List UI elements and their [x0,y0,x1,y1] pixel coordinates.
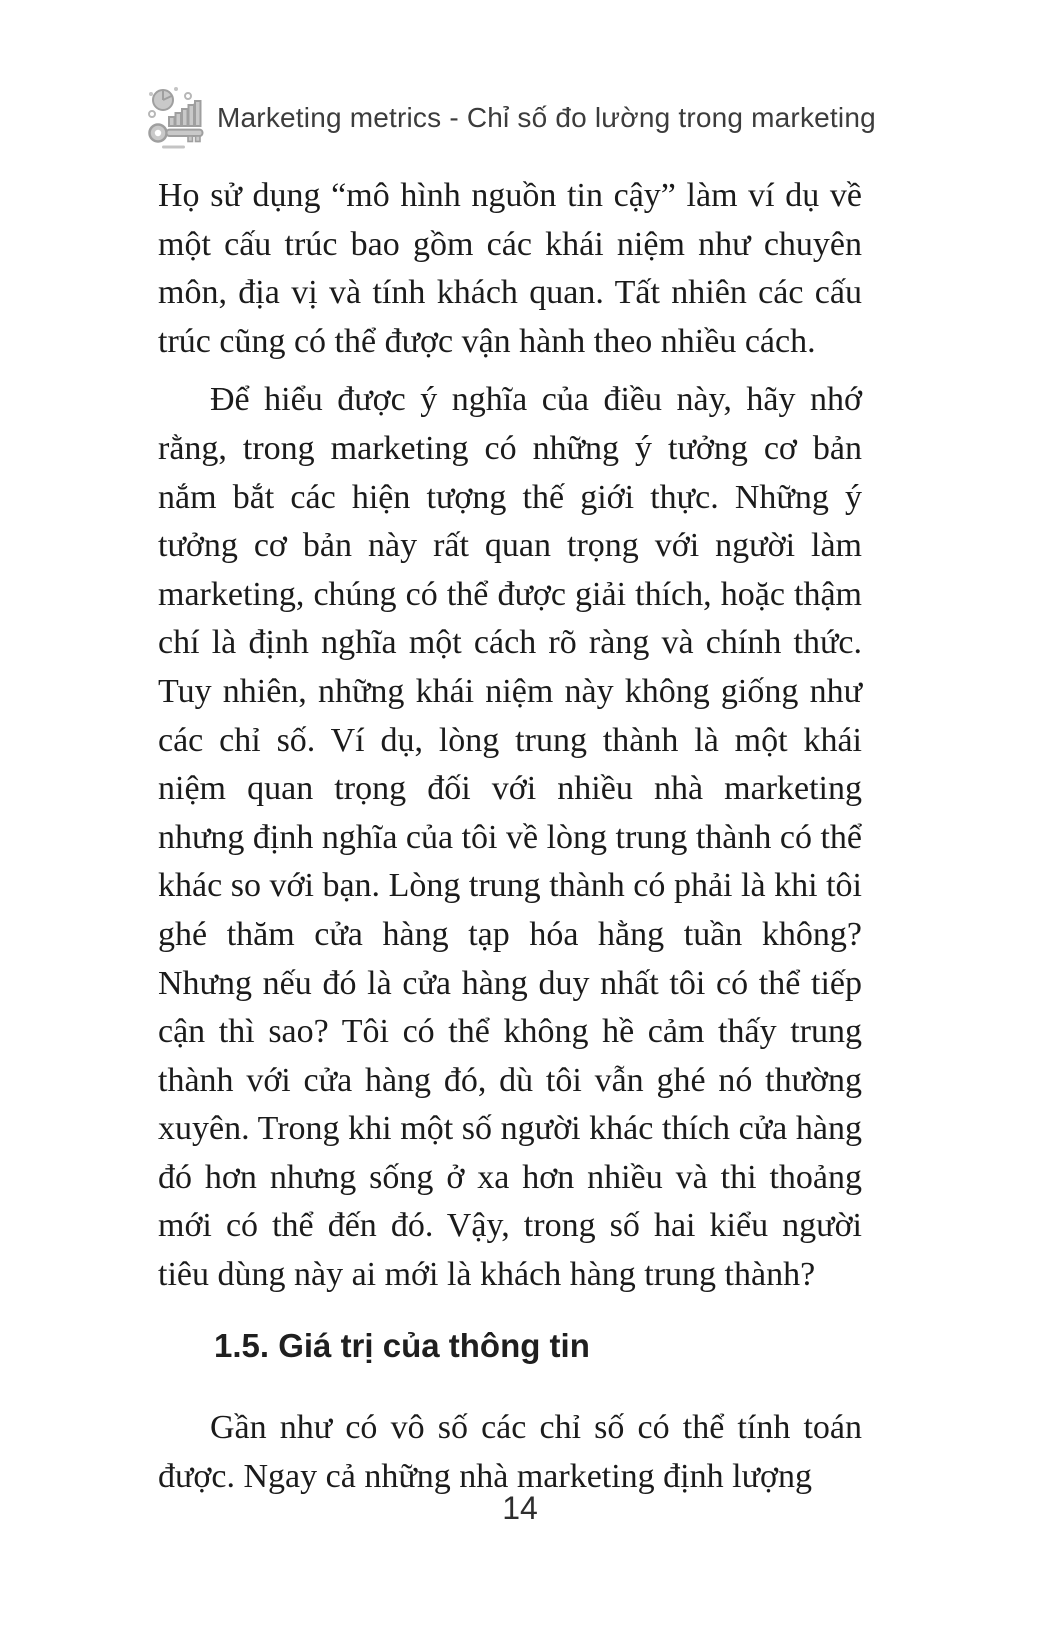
body-text [158,172,862,1501]
body-paragraph: Họ sử dụng “mô hình nguồn tin cậy” làm ví dụ về một cấu trúc bao gồm các khái niệm như chuyên môn, địa vị và tính khách quan. Tất nhiên các cấu trúc cũng có thể được vận hành theo nhiều cách. [158,177,862,360]
body-paragraph: Để hiểu được ý nghĩa của điều này, hãy nhớ rằng, trong marketing có những ý tưởng cơ bản nắm bắt các hiện tượng thế giới thực. Những ý tưởng cơ bản này rất quan trọng với người làm marketing, chúng có thể được giải thích, hoặc thậm chí là định nghĩa một cách rõ ràng và chính thức. Tuy nhiên, những khái niệm này không giống như các chỉ số. Ví dụ, lòng trung thành là một khái niệm quan trọng đối với nhiều nhà marketing nhưng định nghĩa của tôi về lòng trung thành có thể khác so với bạn. Lòng trung thành có phải là khi tôi ghé thăm cửa hàng tạp hóa hằng tuần không? Nhưng nếu đó là cửa hàng duy nhất tôi có thể tiếp cận thì sao? Tôi có thể không hề cảm thấy trung thành với cửa hàng đó, dù tôi vẫn ghé nó thường xuyên. Trong khi một số người khác thích cửa hàng đó hơn nhưng sống ở xa hơn nhiều và thi thoảng mới có thể đến đó. Vậy, trong số hai kiểu người tiêu dùng này ai mới là khách hàng trung thành? [158,381,862,1294]
section-heading: 1.5. Giá trị của thông tin [214,1326,590,1364]
key-chart-logo-icon [147,86,205,150]
page-number: 14 [502,1490,538,1526]
body-paragraph: Gần như có vô số các chỉ số có thể tính toán được. Ngay cả những nhà marketing định lượng [158,1409,862,1495]
header-title: Marketing metrics - Chỉ số đo lường trong marketing [217,102,876,133]
page-header [147,86,876,150]
